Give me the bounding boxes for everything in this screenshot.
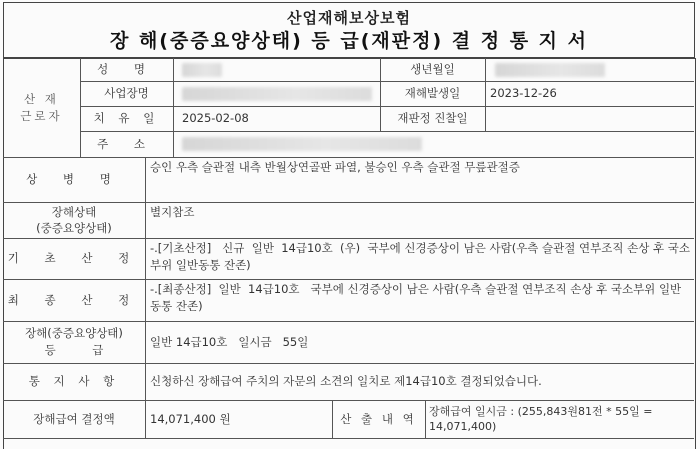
grade-value: 일반 14급10호 일시금 55일 [150, 334, 309, 349]
birth-date-label: 생년월일 [410, 62, 455, 76]
calc-detail-value: 장해급여 일시금 : (255,843원81전 * 55일 = 14,071,400) [429, 405, 653, 433]
name-label: 성 명 [97, 62, 156, 76]
rule [173, 58, 174, 157]
basic-calc-label: 기 초 산 정 [7, 251, 141, 265]
rule [485, 58, 486, 132]
disability-state-value: 별지참조 [150, 205, 195, 219]
accident-date-value: 2023-12-26 [490, 86, 557, 100]
worker-section-label: 산 재 근로자 [20, 91, 63, 123]
document-title: 장 해(중증요양상태) 등 급(재판정) 결 정 통 지 서 [109, 30, 589, 52]
accident-date-label: 재해발생일 [404, 86, 461, 100]
benefit-amount-label: 장해급여 결정액 [33, 411, 115, 426]
notice-value: 신청하신 장해급여 주치의 자문의 소견의 일치로 제14급10호 결정되었습니다. [150, 374, 542, 388]
insurance-org-title: 산업재해보상보험 [287, 9, 411, 27]
disease-label: 상 병 명 [26, 172, 122, 186]
cure-date-label: 치 유 일 [93, 111, 160, 125]
notice-label: 통 지 사 항 [28, 374, 120, 388]
disease-value: 승인 우측 슬관절 내측 반월상연골판 파열, 불승인 우측 슬관절 무릎관절증 [150, 160, 520, 174]
basic-calc-value: -.[기초산정] 신규 일반 14급10호 (우) 국부에 신경증상이 남은 사람(우측 슬관절 연부조직 손상 후 국소부위 일반동통 잔존) [150, 241, 690, 272]
disability-state-label: 장해상태 (중증요양상태) [36, 205, 112, 235]
benefit-amount-value: 14,071,400 원 [150, 411, 231, 426]
address-label: 주 소 [97, 136, 156, 151]
reexam-date-label: 재판정 진찰일 [397, 111, 468, 125]
cure-date-value: 2025-02-08 [182, 111, 249, 125]
grade-label: 장해(중증요양상태) 등 급 [25, 326, 123, 357]
rule [3, 438, 694, 439]
redacted-address [182, 137, 422, 151]
rule [425, 400, 426, 438]
rule [145, 157, 146, 438]
final-calc-value: -.[최종산정] 일반 14급10호 국부에 신경증상이 남은 사람(우측 슬관절 연부조직 손상 후 국소부위 일반동통 잔존) [150, 282, 682, 313]
redacted-birth-date [495, 63, 605, 77]
calc-detail-label: 산 출 내 역 [340, 411, 417, 426]
redacted-name [182, 63, 222, 77]
final-calc-label: 최 종 산 정 [7, 292, 141, 307]
document-header [3, 2, 695, 58]
redacted-workplace [182, 87, 372, 101]
workplace-label: 사업장명 [104, 86, 149, 100]
